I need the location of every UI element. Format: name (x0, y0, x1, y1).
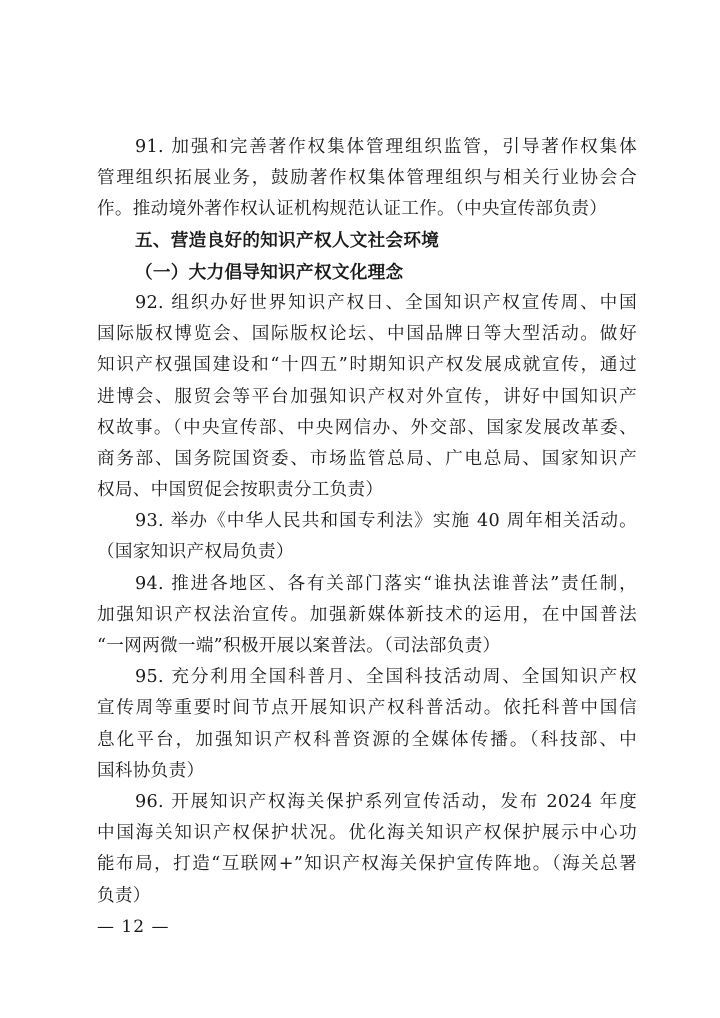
document-body (97, 132, 637, 912)
paragraph-96-line-1: 96. 开展知识产权海关保护系列宣传活动，发布 2024 年度 (135, 791, 637, 812)
paragraph-92-line-3: 知识产权强国建设和“十四五”时期知识产权发展成就宣传，通过 (97, 355, 637, 376)
paragraph-96-line-2: 中国海关知识产权保护状况。优化海关知识产权保护展示中心功 (97, 823, 637, 844)
paragraph-95-line-3: 息化平台，加强知识产权科普资源的全媒体传播。（科技部、中 (97, 729, 637, 750)
paragraph-91-line-2: 管理组织拓展业务，鼓励著作权集体管理组织与相关行业协会合 (97, 168, 637, 189)
section-heading: 五、营造良好的知识产权人文社会环境 (135, 230, 440, 251)
paragraph-95-line-2: 宣传周等重要时间节点开展知识产权科普活动。依托科普中国信 (97, 698, 637, 719)
paragraph-96-line-4: 负责） (97, 885, 151, 906)
paragraph-94-line-2: 加强知识产权法治宣传。加强新媒体新技术的运用，在中国普法 (97, 604, 637, 625)
paragraph-93-line-1: 93. 举办《中华人民共和国专利法》实施 40 周年相关活动。 (135, 511, 637, 532)
paragraph-92-line-6: 商务部、国务院国资委、市场监管总局、广电总局、国家知识产 (97, 448, 637, 469)
paragraph-92-line-4: 进博会、服贸会等平台加强知识产权对外宣传，讲好中国知识产 (97, 386, 637, 407)
paragraph-91-line-1: 91. 加强和完善著作权集体管理组织监管，引导著作权集体 (135, 137, 637, 157)
paragraph-92-line-5: 权故事。（中央宣传部、中央网信办、外交部、国家发展改革委、 (97, 417, 637, 438)
subsection-heading: （一）大力倡导知识产权文化理念 (135, 261, 404, 283)
paragraph-96-line-3: 能布局，打造“互联网+”知识产权海关保护宣传阵地。（海关总署 (97, 854, 637, 875)
paragraph-95-line-4: 国科协负责） (97, 760, 205, 781)
paragraph-92-line-2: 国际版权博览会、国际版权论坛、中国品牌日等大型活动。做好 (97, 324, 637, 345)
page-number: — 12 — (97, 917, 170, 937)
paragraph-95-line-1: 95. 充分利用全国科普月、全国科技活动周、全国知识产权 (135, 667, 637, 688)
paragraph-92-line-1: 92. 组织办好世界知识产权日、全国知识产权宣传周、中国 (135, 292, 637, 313)
paragraph-91-line-3: 作。推动境外著作权认证机构规范认证工作。（中央宣传部负责） (97, 199, 608, 220)
paragraph-94-line-3: “一网两微一端”积极开展以案普法。（司法部负责） (97, 636, 501, 656)
paragraph-94-line-1: 94. 推进各地区、各有关部门落实“谁执法谁普法”责任制， (135, 573, 637, 594)
paragraph-92-line-7: 权局、中国贸促会按职责分工负责） (97, 480, 384, 501)
paragraph-93-line-2: （国家知识产权局负责） (97, 542, 294, 563)
